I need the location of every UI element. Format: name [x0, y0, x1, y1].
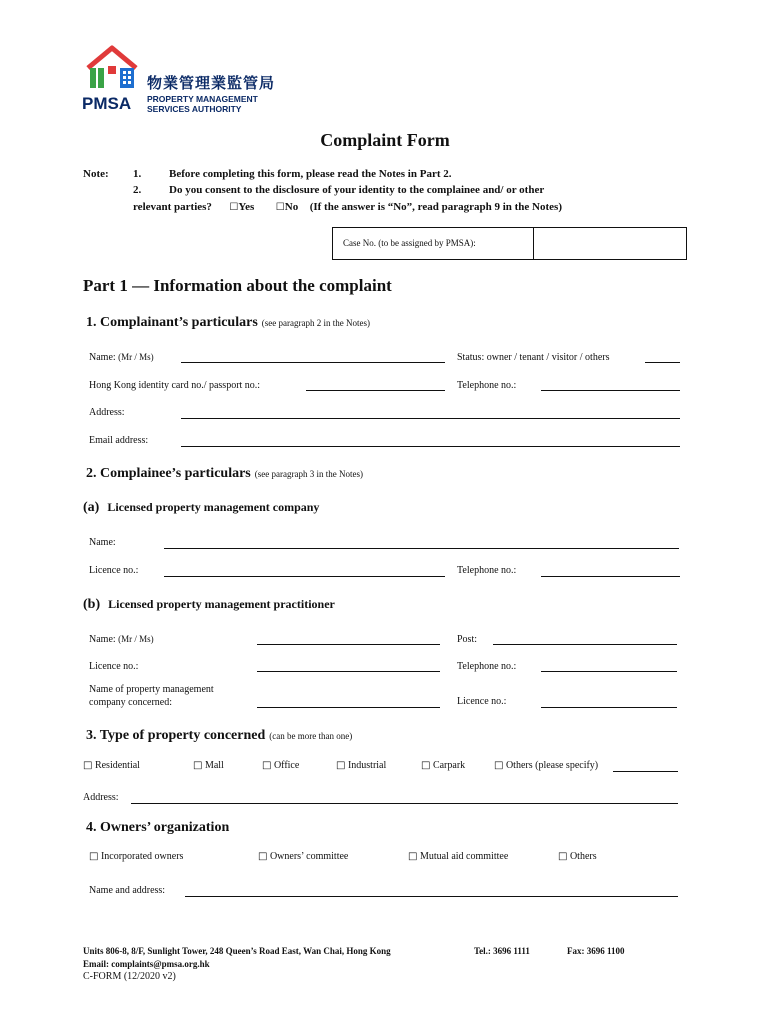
- company-name-field[interactable]: [164, 548, 679, 549]
- complainant-tel-field[interactable]: [541, 390, 680, 391]
- complainant-email-field[interactable]: [181, 446, 680, 447]
- org-owners-committee[interactable]: [258, 851, 348, 862]
- incorporated-owners-label: Incorporated owners: [100, 851, 184, 862]
- carpark-label: Carpark: [432, 760, 466, 771]
- section-1-subtitle: (see paragraph 2 in the Notes): [261, 318, 370, 328]
- note-2-number: 2.: [133, 184, 142, 196]
- section-1-title: 1. Complainant’s particulars: [86, 315, 258, 330]
- practitioner-licence-field[interactable]: [257, 671, 440, 672]
- subsection-b-heading: [83, 595, 335, 613]
- mall-label: Mall: [204, 760, 224, 771]
- org-name-address-label: Name and address:: [89, 885, 166, 896]
- others-specify-field[interactable]: [613, 771, 678, 772]
- note-2-question: relevant parties?: [133, 201, 212, 213]
- pmsa-logo: [82, 44, 282, 116]
- practitioner-name-field[interactable]: [257, 644, 440, 645]
- complainant-tel-label: Telephone no.:: [457, 380, 517, 391]
- form-code: C-FORM (12/2020 v2): [83, 971, 176, 982]
- consent-row: [133, 201, 562, 213]
- practitioner-company-line1: Name of property management: [89, 684, 214, 695]
- subsection-a-title: Licensed property management company: [107, 500, 320, 514]
- complainant-name-field[interactable]: [181, 362, 445, 363]
- practitioner-licence-label: Licence no.:: [89, 661, 139, 672]
- practitioner-company-licence-field[interactable]: [541, 707, 677, 708]
- section-2-heading: [86, 464, 363, 482]
- house-logo-icon: [84, 44, 140, 90]
- footer-email: Email: complaints@pmsa.org.hk: [83, 959, 210, 969]
- logo-english-name: [147, 94, 258, 114]
- mall-checkbox[interactable]: □: [193, 760, 203, 771]
- footer-tel: Tel.: 3696 1111: [474, 946, 530, 956]
- industrial-checkbox[interactable]: □: [336, 760, 346, 771]
- others-checkbox[interactable]: □: [494, 760, 504, 771]
- part-1-heading: Part 1 — Information about the complaint: [83, 276, 392, 295]
- case-number-box: [332, 227, 687, 260]
- residential-label: Residential: [94, 760, 140, 771]
- section-2-subtitle: (see paragraph 3 in the Notes): [254, 469, 363, 479]
- practitioner-company-licence-label: Licence no.:: [457, 696, 507, 707]
- note-1-number: 1.: [133, 168, 142, 180]
- complainant-email-label: Email address:: [89, 435, 149, 446]
- consent-no-label: No: [284, 201, 299, 213]
- practitioner-company-label: [89, 683, 214, 709]
- owners-committee-label: Owners’ committee: [269, 851, 349, 862]
- property-type-carpark[interactable]: [421, 760, 465, 771]
- mutual-aid-label: Mutual aid committee: [419, 851, 509, 862]
- note-1-text: Before completing this form, please read the Notes in Part 2.: [169, 168, 452, 180]
- property-type-others[interactable]: [494, 760, 598, 771]
- consent-yes-label: Yes: [238, 201, 255, 213]
- practitioner-company-line2: company concerned:: [89, 697, 173, 708]
- complainant-status-label: Status: owner / tenant / visitor / others: [457, 352, 610, 363]
- company-licence-label: Licence no.:: [89, 565, 139, 576]
- practitioner-tel-field[interactable]: [541, 671, 677, 672]
- incorporated-owners-checkbox[interactable]: □: [89, 851, 99, 862]
- org-mutual-aid-committee[interactable]: [408, 851, 508, 862]
- section-4-heading: 4. Owners’ organization: [86, 820, 230, 835]
- residential-checkbox[interactable]: □: [83, 760, 93, 771]
- practitioner-name-label: [89, 634, 154, 645]
- practitioner-post-field[interactable]: [493, 644, 677, 645]
- section-3-title: 3. Type of property concerned: [86, 728, 266, 743]
- footer-address: Units 806-8, 8/F, Sunlight Tower, 248 Queen’s Road East, Wan Chai, Hong Kong: [83, 946, 391, 956]
- logo-english-line1: PROPERTY MANAGEMENT: [147, 94, 258, 104]
- footer-fax: Fax: 3696 1100: [567, 946, 625, 956]
- industrial-label: Industrial: [347, 760, 387, 771]
- complainant-name-label: [89, 352, 154, 363]
- logo-chinese-name: 物業管理業監管局: [147, 74, 276, 92]
- subsection-a-heading: [83, 498, 319, 516]
- property-address-field[interactable]: [131, 803, 678, 804]
- note-2-text: Do you consent to the disclosure of your identity to the complainee and/ or other: [169, 184, 545, 196]
- section-3-heading: [86, 726, 352, 744]
- complainant-address-label: Address:: [89, 407, 125, 418]
- org-others-label: Others: [569, 851, 597, 862]
- practitioner-post-label: Post:: [457, 634, 478, 645]
- name-title-hint: (Mr / Ms): [118, 352, 154, 362]
- mutual-aid-checkbox[interactable]: □: [408, 851, 418, 862]
- consent-no-checkbox[interactable]: ☐: [275, 202, 285, 213]
- section-2-title: 2. Complainee’s particulars: [86, 466, 251, 481]
- consent-yes-checkbox[interactable]: ☐: [229, 202, 239, 213]
- practitioner-title-hint: (Mr / Ms): [118, 634, 154, 644]
- section-1-heading: [86, 313, 370, 331]
- practitioner-company-field[interactable]: [257, 707, 440, 708]
- case-number-label: Case No. (to be assigned by PMSA):: [343, 238, 476, 248]
- practitioner-name-text: Name:: [89, 634, 116, 645]
- owners-committee-checkbox[interactable]: □: [258, 851, 268, 862]
- company-licence-field[interactable]: [164, 576, 445, 577]
- company-name-label: Name:: [89, 537, 116, 548]
- logo-abbr: PMSA: [82, 94, 132, 113]
- org-name-address-field[interactable]: [185, 896, 678, 897]
- complainant-status-field[interactable]: [645, 362, 680, 363]
- property-type-mall[interactable]: [193, 760, 224, 771]
- org-others-checkbox[interactable]: □: [558, 851, 568, 862]
- org-incorporated-owners[interactable]: [89, 851, 183, 862]
- subsection-a-label: (a): [83, 500, 100, 515]
- complainant-address-field[interactable]: [181, 418, 680, 419]
- company-tel-field[interactable]: [541, 576, 680, 577]
- company-tel-label: Telephone no.:: [457, 565, 517, 576]
- property-type-industrial[interactable]: [336, 760, 386, 771]
- org-others[interactable]: [558, 851, 597, 862]
- practitioner-tel-label: Telephone no.:: [457, 661, 517, 672]
- logo-english-line2: SERVICES AUTHORITY: [147, 104, 242, 114]
- section-3-subtitle: (can be more than one): [269, 731, 353, 741]
- subsection-b-title: Licensed property management practitioner: [108, 597, 335, 611]
- note-label: Note:: [83, 168, 109, 180]
- property-type-office[interactable]: [262, 760, 299, 771]
- case-number-field[interactable]: [534, 228, 686, 259]
- carpark-checkbox[interactable]: □: [421, 760, 431, 771]
- property-type-residential[interactable]: [83, 760, 140, 771]
- office-label: Office: [273, 760, 300, 771]
- form-title: Complaint Form: [320, 130, 450, 150]
- office-checkbox[interactable]: □: [262, 760, 272, 771]
- hkid-field[interactable]: [306, 390, 445, 391]
- property-address-label: Address:: [83, 792, 119, 803]
- hkid-label: Hong Kong identity card no./ passport no.:: [89, 380, 261, 391]
- others-label: Others (please specify): [505, 760, 599, 771]
- name-label-text: Name:: [89, 352, 116, 363]
- note-2-instruction: (If the answer is “No”, read paragraph 9 in the Notes): [309, 201, 562, 213]
- subsection-b-label: (b): [83, 597, 101, 612]
